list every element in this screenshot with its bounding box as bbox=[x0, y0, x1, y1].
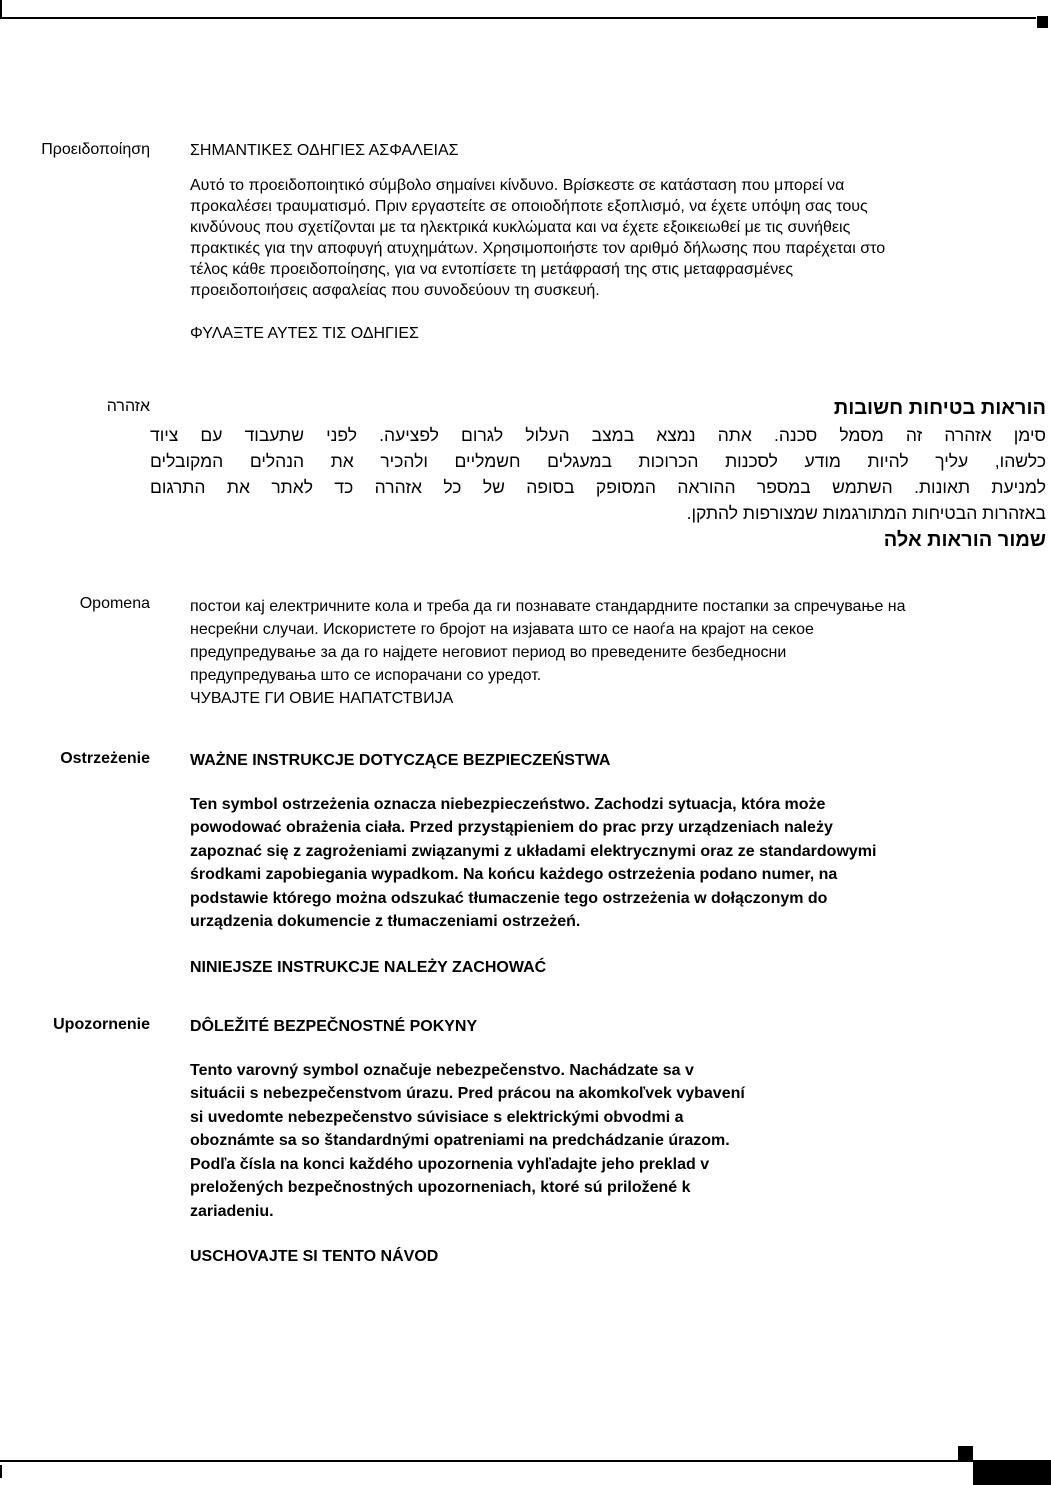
text-line: סימן אזהרה זה מסמל סכנה. אתה נמצא במצב העלול לגרום לפציעה. לפני שתעבוד עם ציוד bbox=[150, 425, 1046, 445]
hebrew-body bbox=[150, 422, 1046, 526]
text-line: Αυτό το προειδοποιητικό σύμβολο σημαίνει κίνδυνο. Βρίσκεστε σε κατάσταση που μπορεί να bbox=[190, 177, 845, 194]
text-line: preložených bezpečnostných upozorneniach, ktoré sú priložené k bbox=[190, 1179, 691, 1196]
text-line: למניעת תאונות. השתמש במספר ההוראה המסופק בסופה של כל אזהרה כד לאתר את התרגום bbox=[150, 477, 1046, 497]
text-line: כלשהו, עליך להיות מודע לסכנות הכרוכות במעגלים חשמליים ולהכיר את הנהלים המקובלים bbox=[150, 451, 1046, 471]
hebrew-label: אזהרה bbox=[106, 398, 150, 415]
macedonian-section bbox=[190, 595, 906, 710]
text-line: urządzenia dokumencie z tłumaczeniami ostrzeżeń. bbox=[190, 913, 581, 930]
footer-page-tab bbox=[973, 1460, 1051, 1485]
text-line: באזהרות הבטיחות המתורגמות שמצורפות להתקן. bbox=[686, 503, 1046, 523]
footer-rule bbox=[0, 1460, 973, 1462]
text-line: zariadeniu. bbox=[190, 1202, 274, 1220]
text-line: zapoznać się z zagrożeniami związanymi z układami elektrycznymi oraz ze standardowymi bbox=[190, 842, 877, 860]
text-line: несреќни случаи. Искористете го бројот на изјавата што се наоѓа на крајот на секое bbox=[190, 621, 814, 638]
polish-label: Ostrzeżenie bbox=[60, 750, 150, 767]
text-line: Ten symbol ostrzeżenia oznacza niebezpieczeństwo. Zachodzi sytuacja, która może bbox=[190, 795, 826, 813]
text-line: powodować obrażenia ciała. Przed przystąpieniem do prac przy urządzeniach należy bbox=[190, 819, 833, 836]
hebrew-heading: הוראות בטיחות חשובות bbox=[833, 397, 1046, 419]
text-line: κινδύνους που σχετίζονται με τα ηλεκτρικά κυκλώματα και να έχετε εξοικειωθεί με τις συνήθεις bbox=[190, 219, 851, 236]
header-rule bbox=[0, 17, 1036, 19]
macedonian-body bbox=[190, 595, 906, 710]
text-line: situácii s nebezpečenstvom úrazu. Pred prácou na akomkoľvek vybavení bbox=[190, 1085, 745, 1102]
text-line: Tento varovný symbol označuje nebezpečenstvo. Nachádzate sa v bbox=[190, 1061, 694, 1079]
text-line: предупредувања што се испорачани со уредот. bbox=[190, 667, 542, 684]
text-line: предупредување за да го најдете неговиот период во преведените безбедносни bbox=[190, 644, 787, 661]
slovak-section bbox=[190, 1015, 745, 1269]
polish-body bbox=[190, 793, 876, 934]
footer-marker bbox=[958, 1446, 973, 1460]
greek-footer: ΦΥΛΑΞΤΕ ΑΥΤΕΣ ΤΙΣ ΟΔΗΓΙΕΣ bbox=[190, 325, 419, 342]
greek-label: Προειδοποίηση bbox=[41, 141, 150, 158]
polish-section bbox=[190, 749, 876, 979]
greek-body bbox=[190, 175, 885, 301]
slovak-body bbox=[190, 1059, 745, 1224]
text-line: Podľa čísla na konci každého upozornenia vyhľadajte jeho preklad v bbox=[190, 1155, 710, 1173]
macedonian-label: Opomena bbox=[79, 595, 150, 612]
text-line: προκαλέσει τραυματισμό. Πριν εργαστείτε σε οποιοδήποτε εξοπλισμό, να έχετε υπόψη σας τους bbox=[190, 198, 868, 215]
slovak-label: Upozornenie bbox=[53, 1016, 150, 1033]
hebrew-footer: שמור הוראות אלה bbox=[883, 529, 1046, 551]
hebrew-section bbox=[150, 394, 1046, 554]
greek-heading: ΣΗΜΑΝΤΙΚΕΣ ΟΔΗΓΙΕΣ ΑΣΦΑΛΕΙΑΣ bbox=[190, 142, 459, 159]
slovak-heading: DÔLEŽITÉ BEZPEČNOSTNÉ POKYNY bbox=[190, 1018, 478, 1035]
footer-left-tick bbox=[0, 1465, 2, 1478]
text-line: podstawie którego można odszukać tłumaczenie tego ostrzeżenia w dołączonym do bbox=[190, 889, 828, 907]
polish-heading: WAŻNE INSTRUKCJE DOTYCZĄCE BEZPIECZEŃSTWA bbox=[190, 752, 611, 769]
text-line: τέλος κάθε προειδοποίησης, για να εντοπίσετε τη μετάφρασή της στις μεταφρασμένες bbox=[190, 261, 794, 278]
slovak-footer: USCHOVAJTE SI TENTO NÁVOD bbox=[190, 1248, 439, 1265]
header-left-tick bbox=[0, 0, 2, 17]
text-line: si uvedomte nebezpečenstvo súvisiace s elektrickými obvodmi a bbox=[190, 1108, 684, 1126]
text-line: πρακτικές για την αποφυγή ατυχημάτων. Χρησιμοποιήστε τον αριθμό δήλωσης που παρέχεται στο bbox=[190, 240, 886, 257]
text-line: ЧУВАЈТЕ ГИ ОВИЕ НАПАТСТВИЈА bbox=[190, 690, 454, 707]
greek-section bbox=[190, 140, 885, 344]
text-line: oboznámte sa so štandardnými opatreniami na predchádzanie úrazom. bbox=[190, 1132, 730, 1149]
polish-footer: NINIEJSZE INSTRUKCJE NALEŻY ZACHOWAĆ bbox=[190, 958, 547, 976]
text-line: środkami zapobiegania wypadkom. Na końcu każdego ostrzeżenia podano numer, na bbox=[190, 866, 838, 883]
header-marker bbox=[1037, 16, 1048, 28]
text-line: постои кај електричните кола и треба да ги познавате стандардните постапки за спречување на bbox=[190, 598, 906, 615]
text-line: προειδοποιήσεις ασφαλείας που συνοδεύουν τη συσκευή. bbox=[190, 282, 600, 299]
